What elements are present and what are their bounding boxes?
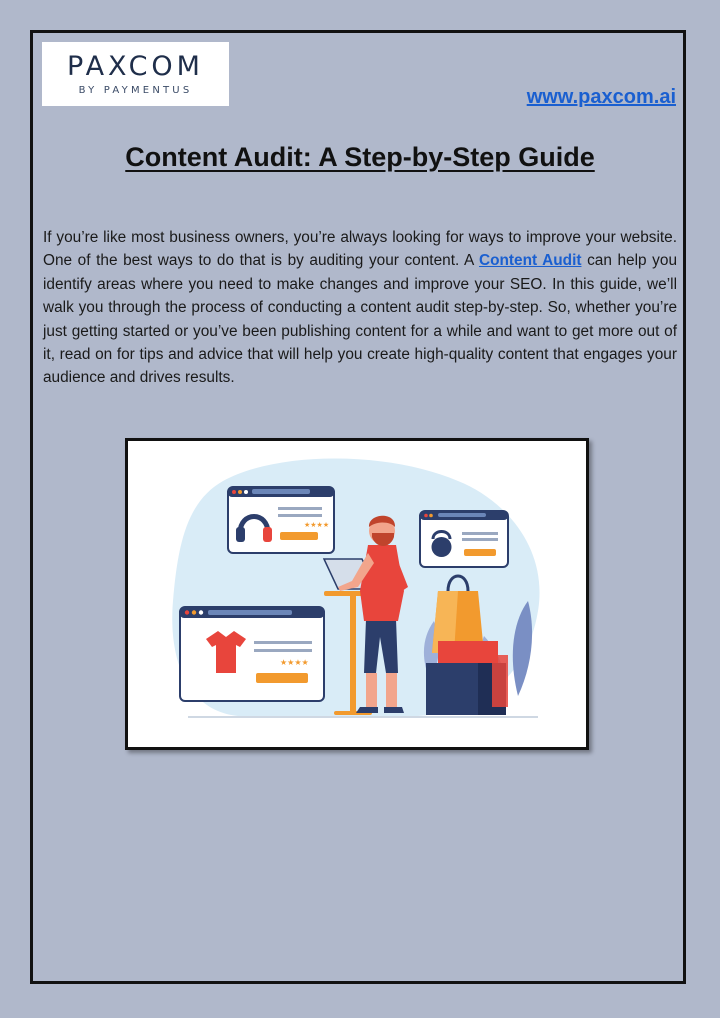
shirt-card — [180, 607, 324, 701]
page-title — [0, 142, 720, 173]
svg-text:★★★★: ★★★★ — [304, 521, 330, 529]
intro-paragraph — [43, 226, 677, 390]
headphones-card — [228, 487, 334, 553]
content-audit-link[interactable]: Content Audit — [479, 252, 582, 270]
page-title-text: Content Audit: A Step-by-Step Guide — [125, 142, 595, 172]
intro-text-start: If you’re like most business owners, you’re always looking for ways to improve your website. One of the best ways to do that is by auditing your content. A — [43, 229, 677, 270]
ecommerce-illustration — [128, 441, 586, 747]
content-audit-illustration — [125, 438, 589, 750]
intro-text-end: can help you identify areas where you need to make changes and improve your SEO. In this guide, we’ll walk you through the process of conducting a content audit step-by-step. So, whether you’re just getting started or you’ve been publishing content for a while and want to get more out of it, read on for tips and advice that will help you create high-quality content that engages your audience and drives results. — [43, 252, 678, 387]
svg-text:★★★★: ★★★★ — [280, 658, 309, 667]
logo-tagline: BY PAYMENTUS — [78, 84, 193, 96]
kettlebell-card — [420, 511, 508, 567]
logo-wordmark: PAXCOM — [67, 50, 204, 82]
paxcom-logo — [42, 42, 229, 106]
website-link[interactable]: www.paxcom.ai — [526, 86, 676, 108]
